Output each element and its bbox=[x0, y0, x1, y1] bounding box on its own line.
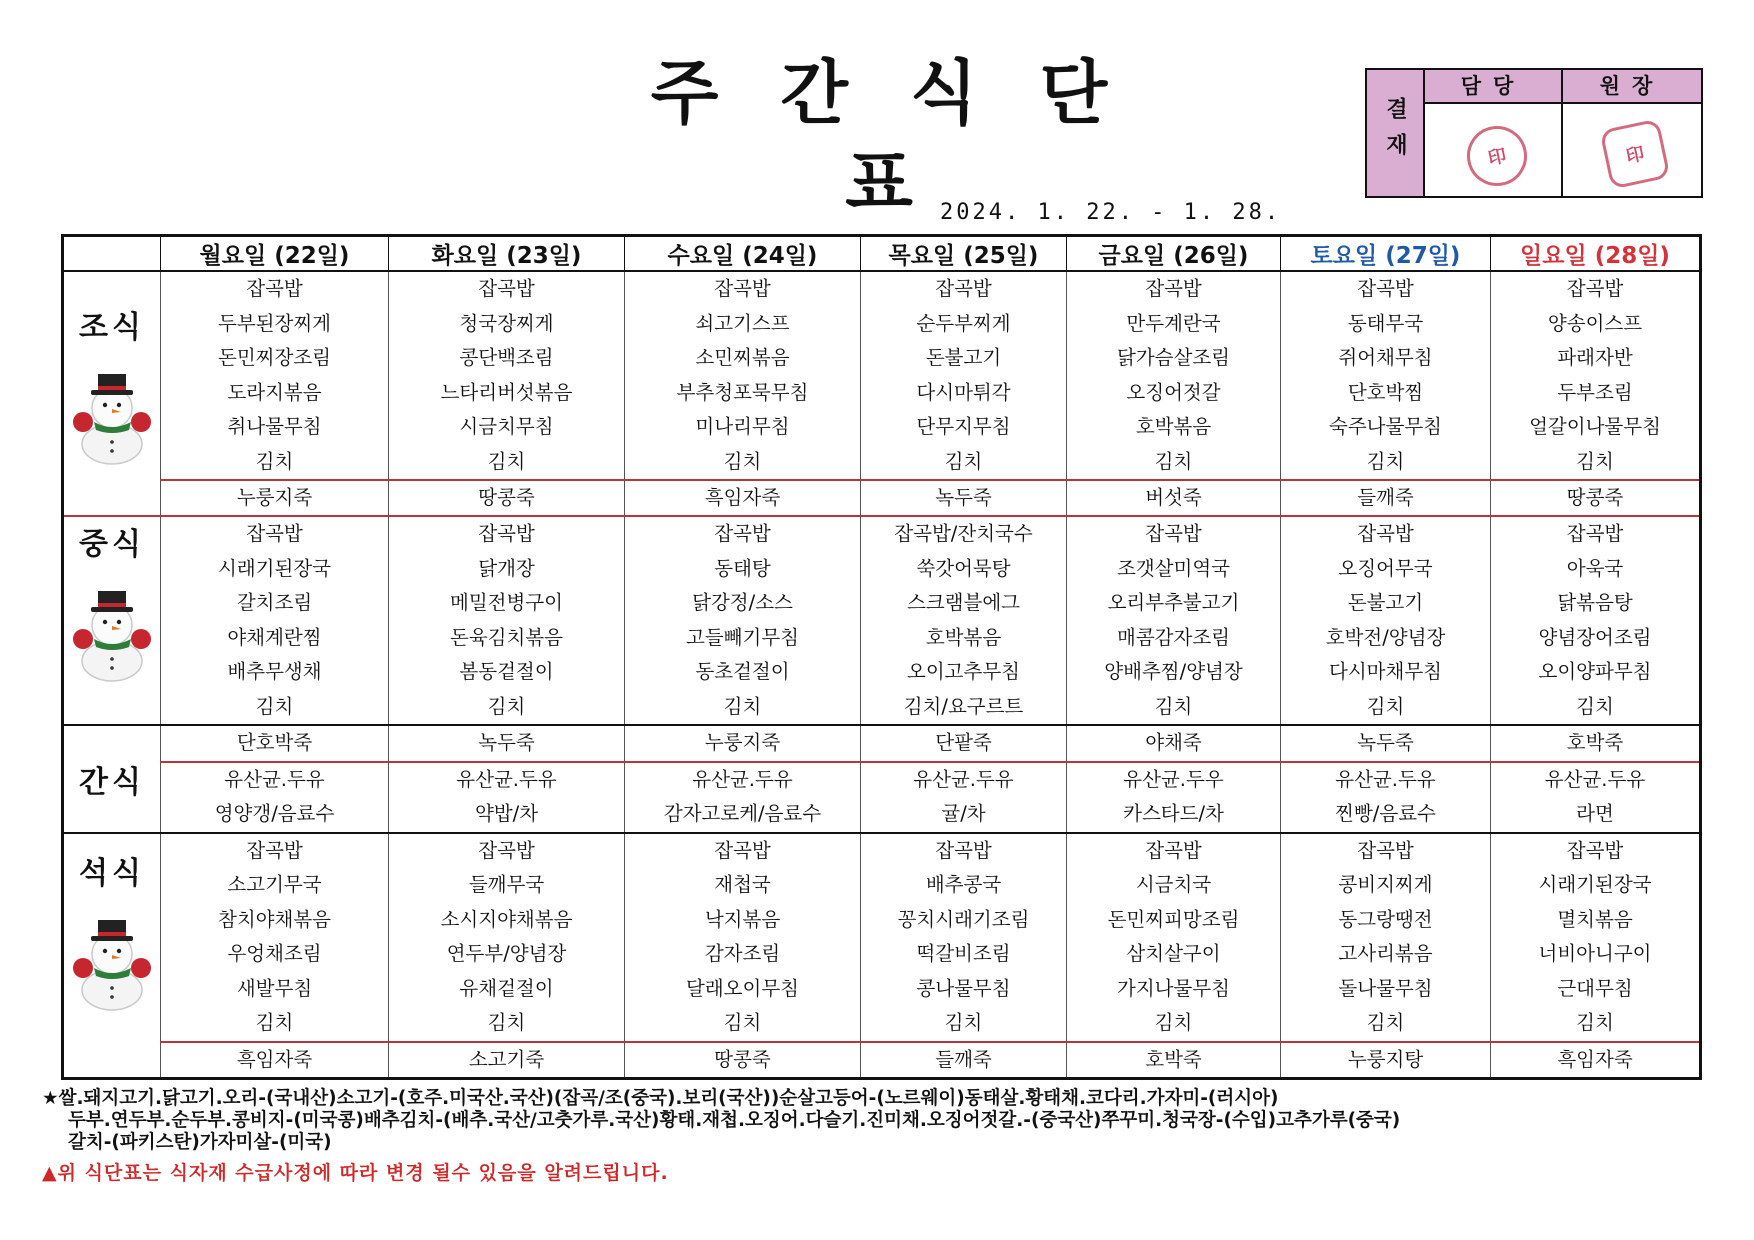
menu-item: 오이고추무침 bbox=[906, 660, 1021, 683]
snack-thu bbox=[861, 762, 1067, 833]
menu-item: 달래오이무침 bbox=[685, 976, 800, 1000]
menu-item: 배추무생채 bbox=[227, 660, 322, 683]
snack-sun bbox=[1491, 762, 1701, 833]
menu-item: 오이양파무침 bbox=[1538, 660, 1652, 683]
origin-note-line: 두부.연두부.순두부.콩비지-(미국콩)배추김치-(배추.국산/고춧가루.국산)황태.재첩.오징어.다슬기.진미채.오징어젓갈.-(중국산)쭈꾸미.청국장-(수입)고추가루(중국) bbox=[68, 1110, 1401, 1131]
day-header-row bbox=[63, 236, 1701, 272]
menu-item: 다시마채무침 bbox=[1328, 660, 1443, 683]
dinner-sun bbox=[1491, 833, 1701, 1042]
dinner-porridge-thu: 들깨죽 bbox=[861, 1042, 1067, 1079]
menu-item: 김치 bbox=[487, 449, 526, 473]
menu-item: 잡곡밥 bbox=[1357, 277, 1414, 300]
menu-item: 청국장찌게 bbox=[459, 311, 554, 335]
menu-item: 김치 bbox=[1154, 694, 1193, 718]
breakfast-sat bbox=[1281, 271, 1491, 480]
menu-item: 꽁치시래기조림 bbox=[897, 907, 1030, 931]
lunch-wed bbox=[625, 516, 861, 725]
menu-item: 닭가슴살조림 bbox=[1116, 346, 1231, 369]
menu-item: 얼갈이나물무침 bbox=[1529, 415, 1661, 438]
menu-item: 호박전/양념장 bbox=[1325, 625, 1446, 649]
menu-item: 잡곡밥 bbox=[246, 838, 303, 862]
menu-item: 김치 bbox=[723, 694, 762, 718]
menu-item: 감자고로케/음료수 bbox=[663, 802, 822, 825]
menu-item: 잡곡밥 bbox=[1145, 277, 1202, 300]
menu-item: 파래자반 bbox=[1557, 346, 1633, 369]
lunch-sat bbox=[1281, 516, 1491, 725]
menu-item: 동태탕 bbox=[714, 556, 771, 580]
breakfast-sun bbox=[1491, 271, 1701, 480]
menu-item: 쥐어채무침 bbox=[1338, 346, 1433, 369]
day-header-tue: 화요일 (23일) bbox=[389, 236, 625, 272]
menu-item: 메밀전병구이 bbox=[449, 591, 564, 614]
lunch-mon bbox=[161, 516, 389, 725]
menu-item: 소시지야채볶음 bbox=[440, 907, 573, 931]
menu-item: 멸치볶음 bbox=[1557, 907, 1633, 931]
day-header-mon: 월요일 (22일) bbox=[161, 236, 389, 272]
breakfast-thu bbox=[861, 271, 1067, 480]
menu-item: 잡곡밥 bbox=[246, 277, 303, 300]
menu-item: 배추콩국 bbox=[925, 873, 1002, 896]
dinner-tue bbox=[389, 833, 625, 1042]
menu-item: 야채계란찜 bbox=[227, 625, 322, 649]
menu-item: 유산균.두유 bbox=[692, 767, 793, 791]
menu-item: 매콤감자조림 bbox=[1116, 625, 1231, 649]
dinner-mon bbox=[161, 833, 389, 1042]
date-range: 2024. 1. 22. - 1. 28. bbox=[940, 200, 1282, 225]
snack-porridge-thu: 단팥죽 bbox=[861, 725, 1067, 762]
menu-item: 돌나물무침 bbox=[1338, 976, 1433, 1000]
menu-item: 잡곡밥 bbox=[935, 838, 992, 862]
menu-item: 돈육김치볶음 bbox=[449, 625, 564, 649]
breakfast-porridge-wed: 흑임자죽 bbox=[625, 480, 861, 516]
dinner-row bbox=[63, 833, 1701, 1042]
meal-label-dinner: 석식 bbox=[63, 833, 161, 1079]
menu-item: 두부된장찌게 bbox=[217, 311, 332, 335]
snack-porridge-row bbox=[63, 725, 1701, 762]
menu-item: 돈민찌장조림 bbox=[217, 346, 332, 369]
lunch-sun bbox=[1491, 516, 1701, 725]
menu-item: 돈불고기 bbox=[925, 346, 1002, 369]
breakfast-porridge-fri: 버섯죽 bbox=[1067, 480, 1281, 516]
menu-item: 김치 bbox=[723, 1011, 762, 1034]
menu-item: 김치 bbox=[723, 449, 762, 473]
menu-item: 닭강정/소스 bbox=[692, 591, 793, 614]
snack-porridge-wed: 누룽지죽 bbox=[625, 725, 861, 762]
dinner-thu bbox=[861, 833, 1067, 1042]
breakfast-porridge-mon: 누룽지죽 bbox=[161, 480, 389, 516]
menu-item: 콩단백조림 bbox=[459, 346, 554, 369]
menu-item: 삼치살구이 bbox=[1126, 942, 1221, 965]
breakfast-porridge-sun: 땅콩죽 bbox=[1491, 480, 1701, 516]
breakfast-wed bbox=[625, 271, 861, 480]
breakfast-porridge-thu: 녹두죽 bbox=[861, 480, 1067, 516]
menu-item: 소민찌볶음 bbox=[695, 346, 790, 369]
menu-item: 취나물무침 bbox=[227, 415, 322, 438]
dinner-porridge-sun: 흑임자죽 bbox=[1491, 1042, 1701, 1079]
approval-header-staff: 담당 bbox=[1425, 70, 1563, 104]
meal-label-lunch: 중식 bbox=[63, 516, 161, 725]
dinner-porridge-mon: 흑임자죽 bbox=[161, 1042, 389, 1079]
seal-stamp-icon: 印 bbox=[1461, 120, 1532, 191]
change-notice: ▲위 식단표는 식자재 수급사정에 따라 변경 될수 있음을 알려드립니다. bbox=[42, 1162, 669, 1184]
menu-item: 김치 bbox=[487, 1011, 526, 1034]
snack-row bbox=[63, 762, 1701, 833]
menu-item: 두부조림 bbox=[1557, 380, 1633, 404]
menu-item: 봄동겉절이 bbox=[459, 660, 554, 683]
menu-item: 잡곡밥 bbox=[1357, 838, 1414, 862]
snack-mon bbox=[161, 762, 389, 833]
menu-item: 유산균.두유 bbox=[1335, 767, 1436, 791]
menu-item: 미나리무침 bbox=[695, 415, 790, 438]
lunch-row bbox=[63, 516, 1701, 725]
menu-item: 호박볶음 bbox=[1135, 415, 1212, 438]
menu-item: 오징어젓갈 bbox=[1126, 380, 1221, 404]
menu-item: 잡곡밥/잔치국수 bbox=[894, 522, 1033, 545]
menu-item: 쇠고기스프 bbox=[695, 311, 790, 335]
breakfast-porridge-sat: 들깨죽 bbox=[1281, 480, 1491, 516]
menu-item: 라면 bbox=[1576, 802, 1614, 825]
menu-item: 콩비지찌게 bbox=[1338, 873, 1433, 896]
meal-label-snack: 간식 bbox=[63, 725, 161, 833]
day-header-wed: 수요일 (24일) bbox=[625, 236, 861, 272]
menu-item: 카스타드/차 bbox=[1123, 802, 1224, 825]
menu-item: 잡곡밥 bbox=[1145, 522, 1202, 545]
menu-item: 약밥/차 bbox=[474, 802, 539, 825]
menu-item: 다시마튀각 bbox=[916, 380, 1011, 404]
menu-item: 김치 bbox=[255, 449, 294, 473]
menu-item: 잡곡밥 bbox=[1145, 838, 1202, 862]
snowman-icon bbox=[69, 573, 155, 683]
dinner-wed bbox=[625, 833, 861, 1042]
lunch-fri bbox=[1067, 516, 1281, 725]
breakfast-porridge-tue: 땅콩죽 bbox=[389, 480, 625, 516]
day-header-sat: 토요일 (27일) bbox=[1281, 236, 1491, 272]
menu-item: 김치 bbox=[1366, 694, 1405, 718]
snack-sat bbox=[1281, 762, 1491, 833]
dinner-porridge-sat: 누룽지탕 bbox=[1281, 1042, 1491, 1079]
menu-item: 잡곡밥 bbox=[714, 277, 771, 300]
origin-note-line: ★쌀.돼지고기.닭고기.오리-(국내산)소고기-(호주.미국산.국산)(잡곡/조(중국).보리(국산))순살고등어-(노르웨이)동태살.황태채.코다리.가자미-(러시아) bbox=[42, 1088, 1279, 1109]
menu-item: 낙지볶음 bbox=[704, 907, 781, 931]
menu-item: 갈치조림 bbox=[236, 591, 313, 614]
menu-item: 우엉채조림 bbox=[227, 942, 322, 965]
menu-item: 단호박찜 bbox=[1347, 380, 1424, 404]
dinner-porridge-wed: 땅콩죽 bbox=[625, 1042, 861, 1079]
lunch-thu bbox=[861, 516, 1067, 725]
menu-item: 김치 bbox=[944, 1011, 983, 1034]
menu-item: 아욱국 bbox=[1566, 556, 1624, 580]
menu-item: 김치 bbox=[1366, 1011, 1405, 1034]
menu-item: 오징어무국 bbox=[1338, 556, 1433, 580]
menu-item: 돈불고기 bbox=[1347, 591, 1424, 614]
approval-cell-staff bbox=[1425, 104, 1563, 196]
menu-item: 김치/요구르트 bbox=[903, 694, 1024, 718]
day-header-sun: 일요일 (28일) bbox=[1491, 236, 1701, 272]
menu-item: 영양갱/음료수 bbox=[214, 802, 335, 825]
dinner-porridge-fri: 호박죽 bbox=[1067, 1042, 1281, 1079]
menu-item: 잡곡밥 bbox=[1357, 522, 1414, 545]
breakfast-fri bbox=[1067, 271, 1281, 480]
breakfast-porridge-row bbox=[63, 480, 1701, 516]
menu-item: 잡곡밥 bbox=[714, 522, 771, 545]
approval-box bbox=[1365, 68, 1703, 198]
menu-item: 쑥갓어묵탕 bbox=[916, 556, 1011, 580]
menu-item: 떡갈비조림 bbox=[916, 942, 1011, 965]
menu-item: 들깨무국 bbox=[468, 873, 545, 896]
menu-item: 김치 bbox=[487, 694, 526, 718]
menu-item: 연두부/양념장 bbox=[446, 942, 567, 965]
menu-item: 닭볶음탕 bbox=[1557, 591, 1633, 614]
menu-item: 동초겉절이 bbox=[695, 660, 790, 683]
menu-item: 오리부추불고기 bbox=[1107, 591, 1240, 614]
snack-wed bbox=[625, 762, 861, 833]
breakfast-mon bbox=[161, 271, 389, 480]
menu-item: 김치 bbox=[944, 449, 983, 473]
breakfast-row bbox=[63, 271, 1701, 480]
menu-item: 김치 bbox=[255, 1011, 294, 1034]
menu-item: 시래기된장국 bbox=[217, 556, 332, 580]
breakfast-tue bbox=[389, 271, 625, 480]
menu-item: 김치 bbox=[1576, 694, 1614, 718]
menu-item: 만두계란국 bbox=[1126, 311, 1221, 335]
approval-cell-director bbox=[1563, 104, 1701, 196]
menu-item: 콩나물무침 bbox=[916, 976, 1011, 1000]
dinner-porridge-tue: 소고기죽 bbox=[389, 1042, 625, 1079]
menu-item: 유산균.두유 bbox=[1544, 767, 1646, 791]
menu-item: 고사리볶음 bbox=[1338, 942, 1433, 965]
menu-item: 느타리버섯볶음 bbox=[440, 380, 573, 404]
menu-item: 유산균.두유 bbox=[456, 767, 557, 791]
dinner-porridge-row bbox=[63, 1042, 1701, 1079]
menu-item: 부추청포묵무침 bbox=[676, 380, 809, 404]
menu-item: 김치 bbox=[1154, 449, 1193, 473]
menu-item: 근대무침 bbox=[1557, 976, 1633, 1000]
snack-porridge-mon: 단호박죽 bbox=[161, 725, 389, 762]
dinner-fri bbox=[1067, 833, 1281, 1042]
day-header-thu: 목요일 (25일) bbox=[861, 236, 1067, 272]
menu-item: 시금치무침 bbox=[459, 415, 554, 438]
menu-item: 잡곡밥 bbox=[478, 522, 535, 545]
menu-item: 귤/차 bbox=[941, 802, 986, 825]
snack-porridge-fri: 야채죽 bbox=[1067, 725, 1281, 762]
menu-item: 김치 bbox=[1366, 449, 1405, 473]
menu-item: 고들빼기무침 bbox=[685, 625, 800, 649]
menu-item: 잡곡밥 bbox=[1566, 838, 1624, 862]
menu-item: 재첩국 bbox=[714, 873, 771, 896]
menu-item: 잡곡밥 bbox=[478, 277, 535, 300]
header-corner bbox=[63, 236, 161, 272]
menu-item: 잡곡밥 bbox=[935, 277, 992, 300]
menu-item: 김치 bbox=[1154, 1011, 1193, 1034]
menu-item: 호박볶음 bbox=[925, 625, 1002, 649]
menu-item: 잡곡밥 bbox=[1566, 277, 1624, 300]
menu-item: 소고기무국 bbox=[227, 873, 322, 896]
menu-item: 김치 bbox=[255, 694, 294, 718]
menu-item: 돈민찌피망조림 bbox=[1107, 907, 1240, 931]
menu-item: 조갯살미역국 bbox=[1116, 556, 1231, 580]
menu-item: 잡곡밥 bbox=[1566, 522, 1624, 545]
menu-item: 순두부찌게 bbox=[916, 311, 1011, 335]
menu-item: 잡곡밥 bbox=[246, 522, 303, 545]
menu-item: 시래기된장국 bbox=[1538, 873, 1652, 896]
menu-item: 닭개장 bbox=[478, 556, 535, 580]
page-title: 주간식단표 bbox=[650, 52, 1170, 224]
menu-item: 유채겉절이 bbox=[459, 976, 554, 1000]
origin-note-line: 갈치-(파키스탄)가자미살-(미국) bbox=[68, 1132, 332, 1153]
meal-label-breakfast: 조식 bbox=[63, 271, 161, 516]
menu-item: 김치 bbox=[1576, 1011, 1614, 1034]
menu-item: 잡곡밥 bbox=[714, 838, 771, 862]
menu-item: 찐빵/음료수 bbox=[1335, 802, 1436, 825]
menu-item: 양배추찜/양념장 bbox=[1104, 660, 1243, 683]
menu-item: 가지나물무침 bbox=[1116, 976, 1231, 1000]
menu-item: 새발무침 bbox=[236, 976, 313, 1000]
menu-item: 스크램블에그 bbox=[906, 591, 1021, 614]
menu-item: 숙주나물무침 bbox=[1328, 415, 1443, 438]
menu-item: 김치 bbox=[1576, 449, 1614, 473]
menu-item: 동태무국 bbox=[1347, 311, 1424, 335]
menu-item: 유산균.두유 bbox=[224, 767, 325, 791]
menu-item: 동그랑땡전 bbox=[1338, 907, 1433, 931]
ingredient-origin-notes bbox=[42, 1088, 1722, 1154]
snowman-icon bbox=[69, 356, 155, 466]
menu-item: 시금치국 bbox=[1135, 873, 1212, 896]
snack-porridge-sat: 녹두죽 bbox=[1281, 725, 1491, 762]
weekly-menu-table bbox=[61, 234, 1702, 1080]
day-header-fri: 금요일 (26일) bbox=[1067, 236, 1281, 272]
menu-item: 단무지무침 bbox=[916, 415, 1011, 438]
snack-tue bbox=[389, 762, 625, 833]
snowman-icon bbox=[69, 902, 155, 1012]
approval-side-label: 결재 bbox=[1367, 70, 1425, 196]
menu-item: 참치야채볶음 bbox=[217, 907, 332, 931]
snack-fri bbox=[1067, 762, 1281, 833]
menu-item: 도라지볶음 bbox=[227, 380, 322, 404]
snack-porridge-sun: 호박죽 bbox=[1491, 725, 1701, 762]
menu-item: 양념장어조림 bbox=[1538, 625, 1652, 649]
menu-item: 양송이스프 bbox=[1547, 311, 1643, 335]
dinner-sat bbox=[1281, 833, 1491, 1042]
menu-item: 너비아니구이 bbox=[1538, 942, 1652, 965]
lunch-tue bbox=[389, 516, 625, 725]
menu-item: 감자조림 bbox=[704, 942, 781, 965]
approval-header-director: 원장 bbox=[1563, 70, 1701, 104]
menu-item: 잡곡밥 bbox=[478, 838, 535, 862]
menu-item: 유산균.두유 bbox=[913, 767, 1014, 791]
seal-stamp-icon: 印 bbox=[1599, 118, 1670, 189]
menu-item: 유산균.두우 bbox=[1123, 767, 1224, 791]
snack-porridge-tue: 녹두죽 bbox=[389, 725, 625, 762]
